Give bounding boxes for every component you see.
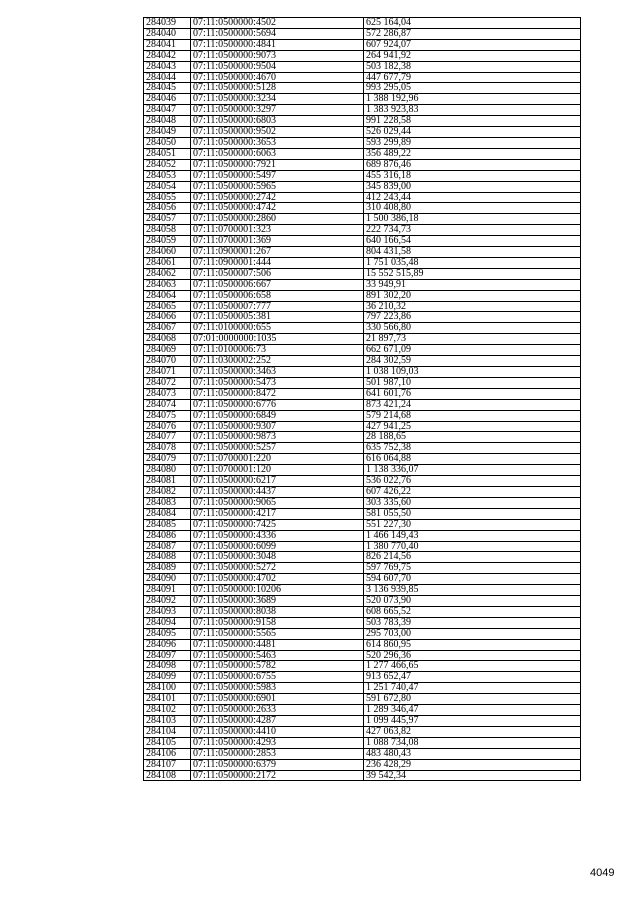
- cadastral-number-cell: 07:11:0700001:369: [191, 236, 364, 247]
- value-cell: 593 299,89: [364, 137, 581, 148]
- table-row: [144, 268, 581, 279]
- table-row: [144, 28, 581, 39]
- value-cell: 579 214,68: [364, 410, 581, 421]
- value-cell: 1 466 149,43: [364, 530, 581, 541]
- row-number-cell: 284096: [144, 639, 191, 650]
- table-row: [144, 105, 581, 116]
- value-cell: 581 055,50: [364, 508, 581, 519]
- row-number-cell: 284040: [144, 28, 191, 39]
- row-number-cell: 284062: [144, 268, 191, 279]
- table-body: [144, 18, 581, 781]
- row-number-cell: 284100: [144, 683, 191, 694]
- cadastral-number-cell: 07:11:0500000:5128: [191, 83, 364, 94]
- cadastral-number-cell: 07:11:0500000:6901: [191, 694, 364, 705]
- value-cell: 1 289 346,47: [364, 705, 581, 716]
- row-number-cell: 284048: [144, 116, 191, 127]
- cadastral-number-cell: 07:11:0500000:8038: [191, 606, 364, 617]
- cadastral-number-cell: 07:11:0700001:220: [191, 454, 364, 465]
- cadastral-number-cell: 07:11:0900001:267: [191, 247, 364, 258]
- row-number-cell: 284070: [144, 356, 191, 367]
- value-cell: 503 182,38: [364, 61, 581, 72]
- value-cell: 625 164,04: [364, 18, 581, 29]
- row-number-cell: 284082: [144, 486, 191, 497]
- value-cell: 483 480,43: [364, 748, 581, 759]
- cadastral-number-cell: 07:11:0500000:6379: [191, 759, 364, 770]
- row-number-cell: 284097: [144, 650, 191, 661]
- value-cell: 455 316,18: [364, 170, 581, 181]
- table-row: [144, 585, 581, 596]
- row-number-cell: 284103: [144, 716, 191, 727]
- row-number-cell: 284101: [144, 694, 191, 705]
- value-cell: 39 542,34: [364, 770, 581, 781]
- row-number-cell: 284089: [144, 563, 191, 574]
- cadastral-number-cell: 07:11:0700001:120: [191, 465, 364, 476]
- row-number-cell: 284105: [144, 737, 191, 748]
- cadastral-number-cell: 07:11:0500007:506: [191, 268, 364, 279]
- cadastral-number-cell: 07:11:0500000:3234: [191, 94, 364, 105]
- value-cell: 591 672,80: [364, 694, 581, 705]
- row-number-cell: 284104: [144, 726, 191, 737]
- table-row: [144, 508, 581, 519]
- cadastral-number-cell: 07:11:0500000:4742: [191, 203, 364, 214]
- value-cell: 1 038 109,03: [364, 367, 581, 378]
- table-row: [144, 541, 581, 552]
- cadastral-number-cell: 07:11:0500000:6803: [191, 116, 364, 127]
- cadastral-number-cell: 07:11:0500000:6099: [191, 541, 364, 552]
- value-cell: 21 897,73: [364, 334, 581, 345]
- value-cell: 526 029,44: [364, 127, 581, 138]
- value-cell: 28 188,65: [364, 432, 581, 443]
- value-cell: 1 277 466,65: [364, 661, 581, 672]
- value-cell: 597 769,75: [364, 563, 581, 574]
- cadastral-number-cell: 07:11:0500000:5272: [191, 563, 364, 574]
- row-number-cell: 284051: [144, 148, 191, 159]
- table-row: [144, 519, 581, 530]
- cadastral-number-cell: 07:11:0500000:7425: [191, 519, 364, 530]
- row-number-cell: 284099: [144, 672, 191, 683]
- row-number-cell: 284065: [144, 301, 191, 312]
- row-number-cell: 284086: [144, 530, 191, 541]
- table-row: [144, 356, 581, 367]
- row-number-cell: 284066: [144, 312, 191, 323]
- table-row: [144, 759, 581, 770]
- cadastral-number-cell: 07:11:0500000:4336: [191, 530, 364, 541]
- value-cell: 608 665,52: [364, 606, 581, 617]
- row-number-cell: 284067: [144, 323, 191, 334]
- row-number-cell: 284085: [144, 519, 191, 530]
- value-cell: 264 941,92: [364, 50, 581, 61]
- value-cell: 1 251 740,47: [364, 683, 581, 694]
- table-row: [144, 683, 581, 694]
- cadastral-number-cell: 07:11:0500000:4287: [191, 716, 364, 727]
- table-row: [144, 127, 581, 138]
- row-number-cell: 284053: [144, 170, 191, 181]
- value-cell: 1 383 923,83: [364, 105, 581, 116]
- cadastral-number-cell: 07:11:0500000:2633: [191, 705, 364, 716]
- row-number-cell: 284049: [144, 127, 191, 138]
- table-row: [144, 236, 581, 247]
- row-number-cell: 284095: [144, 628, 191, 639]
- cadastral-number-cell: 07:11:0500000:8472: [191, 388, 364, 399]
- cadastral-number-cell: 07:11:0500000:5565: [191, 628, 364, 639]
- cadastral-number-cell: 07:11:0500000:9307: [191, 421, 364, 432]
- value-cell: 826 214,56: [364, 552, 581, 563]
- table-row: [144, 628, 581, 639]
- table-row: [144, 388, 581, 399]
- table-row: [144, 596, 581, 607]
- row-number-cell: 284063: [144, 279, 191, 290]
- value-cell: 412 243,44: [364, 192, 581, 203]
- row-number-cell: 284047: [144, 105, 191, 116]
- table-row: [144, 170, 581, 181]
- value-cell: 891 302,20: [364, 290, 581, 301]
- cadastral-number-cell: 07:11:0500000:2860: [191, 214, 364, 225]
- page-number: 4049: [590, 867, 615, 879]
- cadastral-number-cell: 07:11:0500000:6217: [191, 476, 364, 487]
- value-cell: 1 380 770,40: [364, 541, 581, 552]
- table-row: [144, 301, 581, 312]
- table-row: [144, 399, 581, 410]
- table-row: [144, 192, 581, 203]
- value-cell: 345 839,00: [364, 181, 581, 192]
- value-cell: 804 431,58: [364, 247, 581, 258]
- row-number-cell: 284068: [144, 334, 191, 345]
- cadastral-number-cell: 07:11:0500000:5473: [191, 377, 364, 388]
- cadastral-number-cell: 07:11:0500000:4293: [191, 737, 364, 748]
- table-row: [144, 148, 581, 159]
- cadastral-number-cell: 07:11:0500000:10206: [191, 585, 364, 596]
- cadastral-number-cell: 07:11:0500000:4481: [191, 639, 364, 650]
- value-cell: 36 210,32: [364, 301, 581, 312]
- row-number-cell: 284056: [144, 203, 191, 214]
- cadastral-number-cell: 07:11:0500000:9873: [191, 432, 364, 443]
- table-row: [144, 39, 581, 50]
- table-row: [144, 465, 581, 476]
- cadastral-number-cell: 07:11:0500000:4702: [191, 574, 364, 585]
- row-number-cell: 284042: [144, 50, 191, 61]
- row-number-cell: 284102: [144, 705, 191, 716]
- cadastral-number-cell: 07:11:0700001:323: [191, 225, 364, 236]
- row-number-cell: 284088: [144, 552, 191, 563]
- value-cell: 536 022,76: [364, 476, 581, 487]
- row-number-cell: 284041: [144, 39, 191, 50]
- table-row: [144, 203, 581, 214]
- cadastral-number-cell: 07:11:0500000:9073: [191, 50, 364, 61]
- cadastral-number-cell: 07:11:0500000:5782: [191, 661, 364, 672]
- cadastral-number-cell: 07:11:0500000:5257: [191, 443, 364, 454]
- table-row: [144, 650, 581, 661]
- cadastral-number-cell: 07:11:0500000:5965: [191, 181, 364, 192]
- table-row: [144, 323, 581, 334]
- table-row: [144, 257, 581, 268]
- cadastral-number-cell: 07:11:0500000:4670: [191, 72, 364, 83]
- cadastral-number-cell: 07:11:0100006:73: [191, 345, 364, 356]
- value-cell: 520 296,36: [364, 650, 581, 661]
- cadastral-number-cell: 07:11:0500000:5694: [191, 28, 364, 39]
- value-cell: 572 286,87: [364, 28, 581, 39]
- row-number-cell: 284081: [144, 476, 191, 487]
- table-row: [144, 748, 581, 759]
- row-number-cell: 284108: [144, 770, 191, 781]
- row-number-cell: 284087: [144, 541, 191, 552]
- table-row: [144, 716, 581, 727]
- table-row: [144, 737, 581, 748]
- table-row: [144, 345, 581, 356]
- cadastral-number-cell: 07:11:0500000:5497: [191, 170, 364, 181]
- table-row: [144, 497, 581, 508]
- cadastral-number-cell: 07:11:0900001:444: [191, 257, 364, 268]
- value-cell: 356 489,22: [364, 148, 581, 159]
- value-cell: 873 421,24: [364, 399, 581, 410]
- table-row: [144, 476, 581, 487]
- value-cell: 3 136 939,85: [364, 585, 581, 596]
- row-number-cell: 284094: [144, 617, 191, 628]
- cadastral-number-cell: 07:11:0500000:2172: [191, 770, 364, 781]
- value-cell: 236 428,29: [364, 759, 581, 770]
- row-number-cell: 284098: [144, 661, 191, 672]
- table-row: [144, 83, 581, 94]
- value-cell: 607 426,22: [364, 486, 581, 497]
- table-row: [144, 770, 581, 781]
- cadastral-number-cell: 07:11:0500000:4410: [191, 726, 364, 737]
- value-cell: 501 987,10: [364, 377, 581, 388]
- row-number-cell: 284069: [144, 345, 191, 356]
- value-cell: 303 335,60: [364, 497, 581, 508]
- cadastral-number-cell: 07:11:0500000:4502: [191, 18, 364, 29]
- value-cell: 662 671,09: [364, 345, 581, 356]
- value-cell: 594 607,70: [364, 574, 581, 585]
- value-cell: 1 388 192,96: [364, 94, 581, 105]
- cadastral-number-cell: 07:11:0500000:4217: [191, 508, 364, 519]
- cadastral-number-cell: 07:11:0500000:9065: [191, 497, 364, 508]
- cadastral-number-cell: 07:11:0500000:3653: [191, 137, 364, 148]
- table-row: [144, 410, 581, 421]
- cadastral-number-cell: 07:11:0500007:777: [191, 301, 364, 312]
- row-number-cell: 284075: [144, 410, 191, 421]
- cadastral-number-cell: 07:11:0500000:3297: [191, 105, 364, 116]
- cadastral-number-cell: 07:11:0500000:3689: [191, 596, 364, 607]
- value-cell: 1 099 445,97: [364, 716, 581, 727]
- row-number-cell: 284077: [144, 432, 191, 443]
- row-number-cell: 284071: [144, 367, 191, 378]
- value-cell: 310 408,80: [364, 203, 581, 214]
- table-row: [144, 672, 581, 683]
- row-number-cell: 284107: [144, 759, 191, 770]
- value-cell: 15 552 515,89: [364, 268, 581, 279]
- cadastral-number-cell: 07:11:0500000:9158: [191, 617, 364, 628]
- cadastral-number-cell: 07:11:0500000:5983: [191, 683, 364, 694]
- cadastral-number-cell: 07:11:0500000:6755: [191, 672, 364, 683]
- cadastral-number-cell: 07:11:0500000:2853: [191, 748, 364, 759]
- value-cell: 689 876,46: [364, 159, 581, 170]
- value-cell: 33 949,91: [364, 279, 581, 290]
- table-row: [144, 312, 581, 323]
- value-cell: 427 941,25: [364, 421, 581, 432]
- table-row: [144, 639, 581, 650]
- value-cell: 913 652,47: [364, 672, 581, 683]
- value-cell: 1 500 386,18: [364, 214, 581, 225]
- value-cell: 284 302,59: [364, 356, 581, 367]
- table-row: [144, 50, 581, 61]
- cadastral-number-cell: 07:11:0500000:6776: [191, 399, 364, 410]
- cadastral-number-cell: 07:11:0500006:658: [191, 290, 364, 301]
- row-number-cell: 284059: [144, 236, 191, 247]
- cadastral-number-cell: 07:11:0500000:9504: [191, 61, 364, 72]
- cadastral-number-cell: 07:11:0500005:381: [191, 312, 364, 323]
- table-row: [144, 486, 581, 497]
- value-cell: 222 734,73: [364, 225, 581, 236]
- value-cell: 1 138 336,07: [364, 465, 581, 476]
- row-number-cell: 284090: [144, 574, 191, 585]
- table-row: [144, 116, 581, 127]
- row-number-cell: 284046: [144, 94, 191, 105]
- value-cell: 607 924,07: [364, 39, 581, 50]
- value-cell: 330 566,80: [364, 323, 581, 334]
- table-row: [144, 367, 581, 378]
- value-cell: 551 227,30: [364, 519, 581, 530]
- table-row: [144, 159, 581, 170]
- row-number-cell: 284072: [144, 377, 191, 388]
- value-cell: 427 063,82: [364, 726, 581, 737]
- value-cell: 616 064,88: [364, 454, 581, 465]
- value-cell: 614 860,95: [364, 639, 581, 650]
- cadastral-number-cell: 07:01:0000000:1035: [191, 334, 364, 345]
- row-number-cell: 284050: [144, 137, 191, 148]
- row-number-cell: 284061: [144, 257, 191, 268]
- table-row: [144, 443, 581, 454]
- value-cell: 797 223,86: [364, 312, 581, 323]
- cadastral-number-cell: 07:11:0500000:3048: [191, 552, 364, 563]
- table-row: [144, 61, 581, 72]
- cadastral-number-cell: 07:11:0100000:655: [191, 323, 364, 334]
- cadastral-number-cell: 07:11:0500000:2742: [191, 192, 364, 203]
- table-row: [144, 421, 581, 432]
- table-row: [144, 18, 581, 29]
- value-cell: 1 751 035,48: [364, 257, 581, 268]
- row-number-cell: 284057: [144, 214, 191, 225]
- row-number-cell: 284083: [144, 497, 191, 508]
- value-cell: 991 228,58: [364, 116, 581, 127]
- table-row: [144, 574, 581, 585]
- table-row: [144, 214, 581, 225]
- table-row: [144, 454, 581, 465]
- row-number-cell: 284079: [144, 454, 191, 465]
- table-row: [144, 247, 581, 258]
- table-row: [144, 563, 581, 574]
- table-row: [144, 334, 581, 345]
- cadastral-value-table: [143, 17, 581, 781]
- table-row: [144, 606, 581, 617]
- value-cell: 993 295,05: [364, 83, 581, 94]
- row-number-cell: 284039: [144, 18, 191, 29]
- row-number-cell: 284074: [144, 399, 191, 410]
- table-row: [144, 225, 581, 236]
- cadastral-number-cell: 07:11:0500000:4437: [191, 486, 364, 497]
- value-cell: 635 752,38: [364, 443, 581, 454]
- row-number-cell: 284076: [144, 421, 191, 432]
- table-row: [144, 279, 581, 290]
- table-row: [144, 530, 581, 541]
- row-number-cell: 284043: [144, 61, 191, 72]
- table-row: [144, 661, 581, 672]
- row-number-cell: 284055: [144, 192, 191, 203]
- value-cell: 447 677,79: [364, 72, 581, 83]
- row-number-cell: 284080: [144, 465, 191, 476]
- row-number-cell: 284091: [144, 585, 191, 596]
- row-number-cell: 284052: [144, 159, 191, 170]
- table-row: [144, 377, 581, 388]
- row-number-cell: 284106: [144, 748, 191, 759]
- row-number-cell: 284044: [144, 72, 191, 83]
- value-cell: 641 601,76: [364, 388, 581, 399]
- table-row: [144, 694, 581, 705]
- table-row: [144, 552, 581, 563]
- table-row: [144, 72, 581, 83]
- row-number-cell: 284078: [144, 443, 191, 454]
- table-row: [144, 705, 581, 716]
- table-row: [144, 94, 581, 105]
- value-cell: 1 088 734,08: [364, 737, 581, 748]
- cadastral-number-cell: 07:11:0500006:667: [191, 279, 364, 290]
- row-number-cell: 284093: [144, 606, 191, 617]
- row-number-cell: 284092: [144, 596, 191, 607]
- row-number-cell: 284058: [144, 225, 191, 236]
- value-cell: 295 703,00: [364, 628, 581, 639]
- cadastral-number-cell: 07:11:0500000:3463: [191, 367, 364, 378]
- row-number-cell: 284054: [144, 181, 191, 192]
- value-cell: 640 166,54: [364, 236, 581, 247]
- row-number-cell: 284060: [144, 247, 191, 258]
- table-row: [144, 432, 581, 443]
- cadastral-number-cell: 07:11:0500000:9502: [191, 127, 364, 138]
- table-row: [144, 137, 581, 148]
- cadastral-number-cell: 07:11:0300002:252: [191, 356, 364, 367]
- row-number-cell: 284084: [144, 508, 191, 519]
- cadastral-number-cell: 07:11:0500000:5463: [191, 650, 364, 661]
- cadastral-number-cell: 07:11:0500000:6849: [191, 410, 364, 421]
- cadastral-number-cell: 07:11:0500000:6063: [191, 148, 364, 159]
- table-row: [144, 726, 581, 737]
- cadastral-number-cell: 07:11:0500000:7921: [191, 159, 364, 170]
- value-cell: 503 783,39: [364, 617, 581, 628]
- table-row: [144, 181, 581, 192]
- table-row: [144, 617, 581, 628]
- row-number-cell: 284064: [144, 290, 191, 301]
- row-number-cell: 284045: [144, 83, 191, 94]
- value-cell: 520 073,90: [364, 596, 581, 607]
- table-row: [144, 290, 581, 301]
- cadastral-number-cell: 07:11:0500000:4841: [191, 39, 364, 50]
- row-number-cell: 284073: [144, 388, 191, 399]
